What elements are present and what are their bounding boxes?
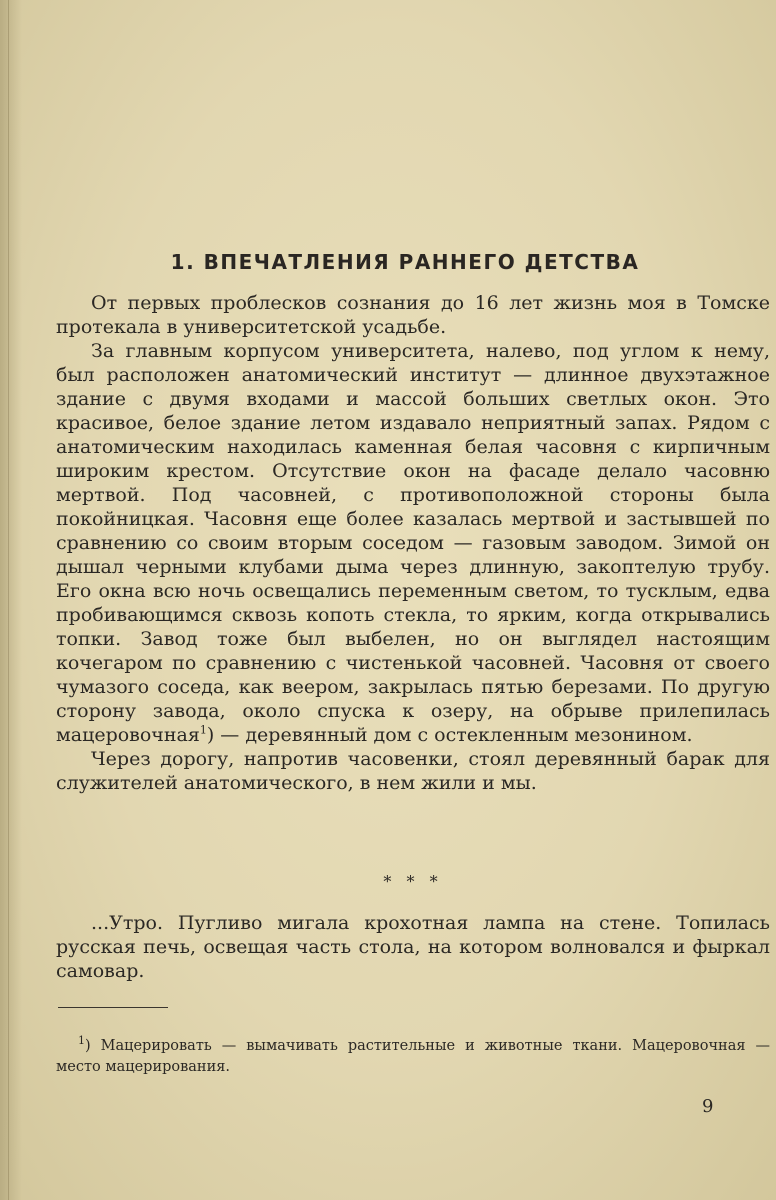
page-gutter-shadow (0, 0, 22, 1200)
paragraph-2-tail: ) — деревянный дом с остекленным мезонином. (206, 724, 693, 746)
footnote-line (56, 1036, 770, 1078)
main-text-continued (56, 911, 770, 983)
paragraph-2-text: За главным корпусом университета, налево, под углом к нему, был расположен анатомический институт — длинное двухэтажное здание с двумя входами и массой больших светлых окон. Это красивое, белое здание летом издавало неприятный запах. Рядом с анатомическим находилась каменная белая часовня с кирпичным широким крестом. Отсутствие окон на фасаде делало часовню мертвой. Под часовней, с противоположной стороны была покойницкая. Часовня еще более казалась мертвой и застывшей по сравнению со своим вторым соседом — газовым заводом. Зимой он дышал черными клубами дыма через длинную, закоптелую трубу. Его окна всю ночь освещались переменным светом, то тусклым, едва пробивающимся сквозь копоть стекла, то ярким, когда открывались топки. Завод тоже был выбелен, но он выглядел настоящим кочегаром по сравнению с чистенькой часовней. Часовня от своего чумазого соседа, как веером, закрылась пятью березами. По другую сторону завода, около спуска к озеру, на обрыве прилепилась мацеровочная (56, 340, 770, 746)
paragraph-2 (56, 339, 770, 747)
page-number: 9 (702, 1096, 714, 1117)
section-separator: * * * (383, 872, 443, 891)
footnote (56, 1036, 770, 1078)
page-edge-line (8, 0, 9, 1200)
paragraph-4: ...Утро. Пугливо мигала крохотная лампа на стене. Топилась русская печь, освещая часть стола, на котором волновался и фыркал самовар. (56, 912, 770, 982)
main-text (56, 291, 770, 795)
footnote-mark: 1 (78, 1034, 85, 1048)
footnote-rule (58, 1007, 168, 1008)
paragraph-3: Через дорогу, напротив часовенки, стоял деревянный барак для служителей анатомического, в нем жили и мы. (56, 748, 770, 794)
footnote-reference: 1 (199, 723, 207, 737)
chapter-title: 1. ВПЕЧАТЛЕНИЯ РАННЕГО ДЕТСТВА (170, 250, 640, 274)
paragraph-1: От первых проблесков сознания до 16 лет жизнь моя в Томске протекала в университетской усадьбе. (56, 292, 770, 338)
footnote-text: ) Мацерировать — вымачивать растительные и животные ткани. Мацеровочная — место мацерирования. (56, 1038, 770, 1075)
